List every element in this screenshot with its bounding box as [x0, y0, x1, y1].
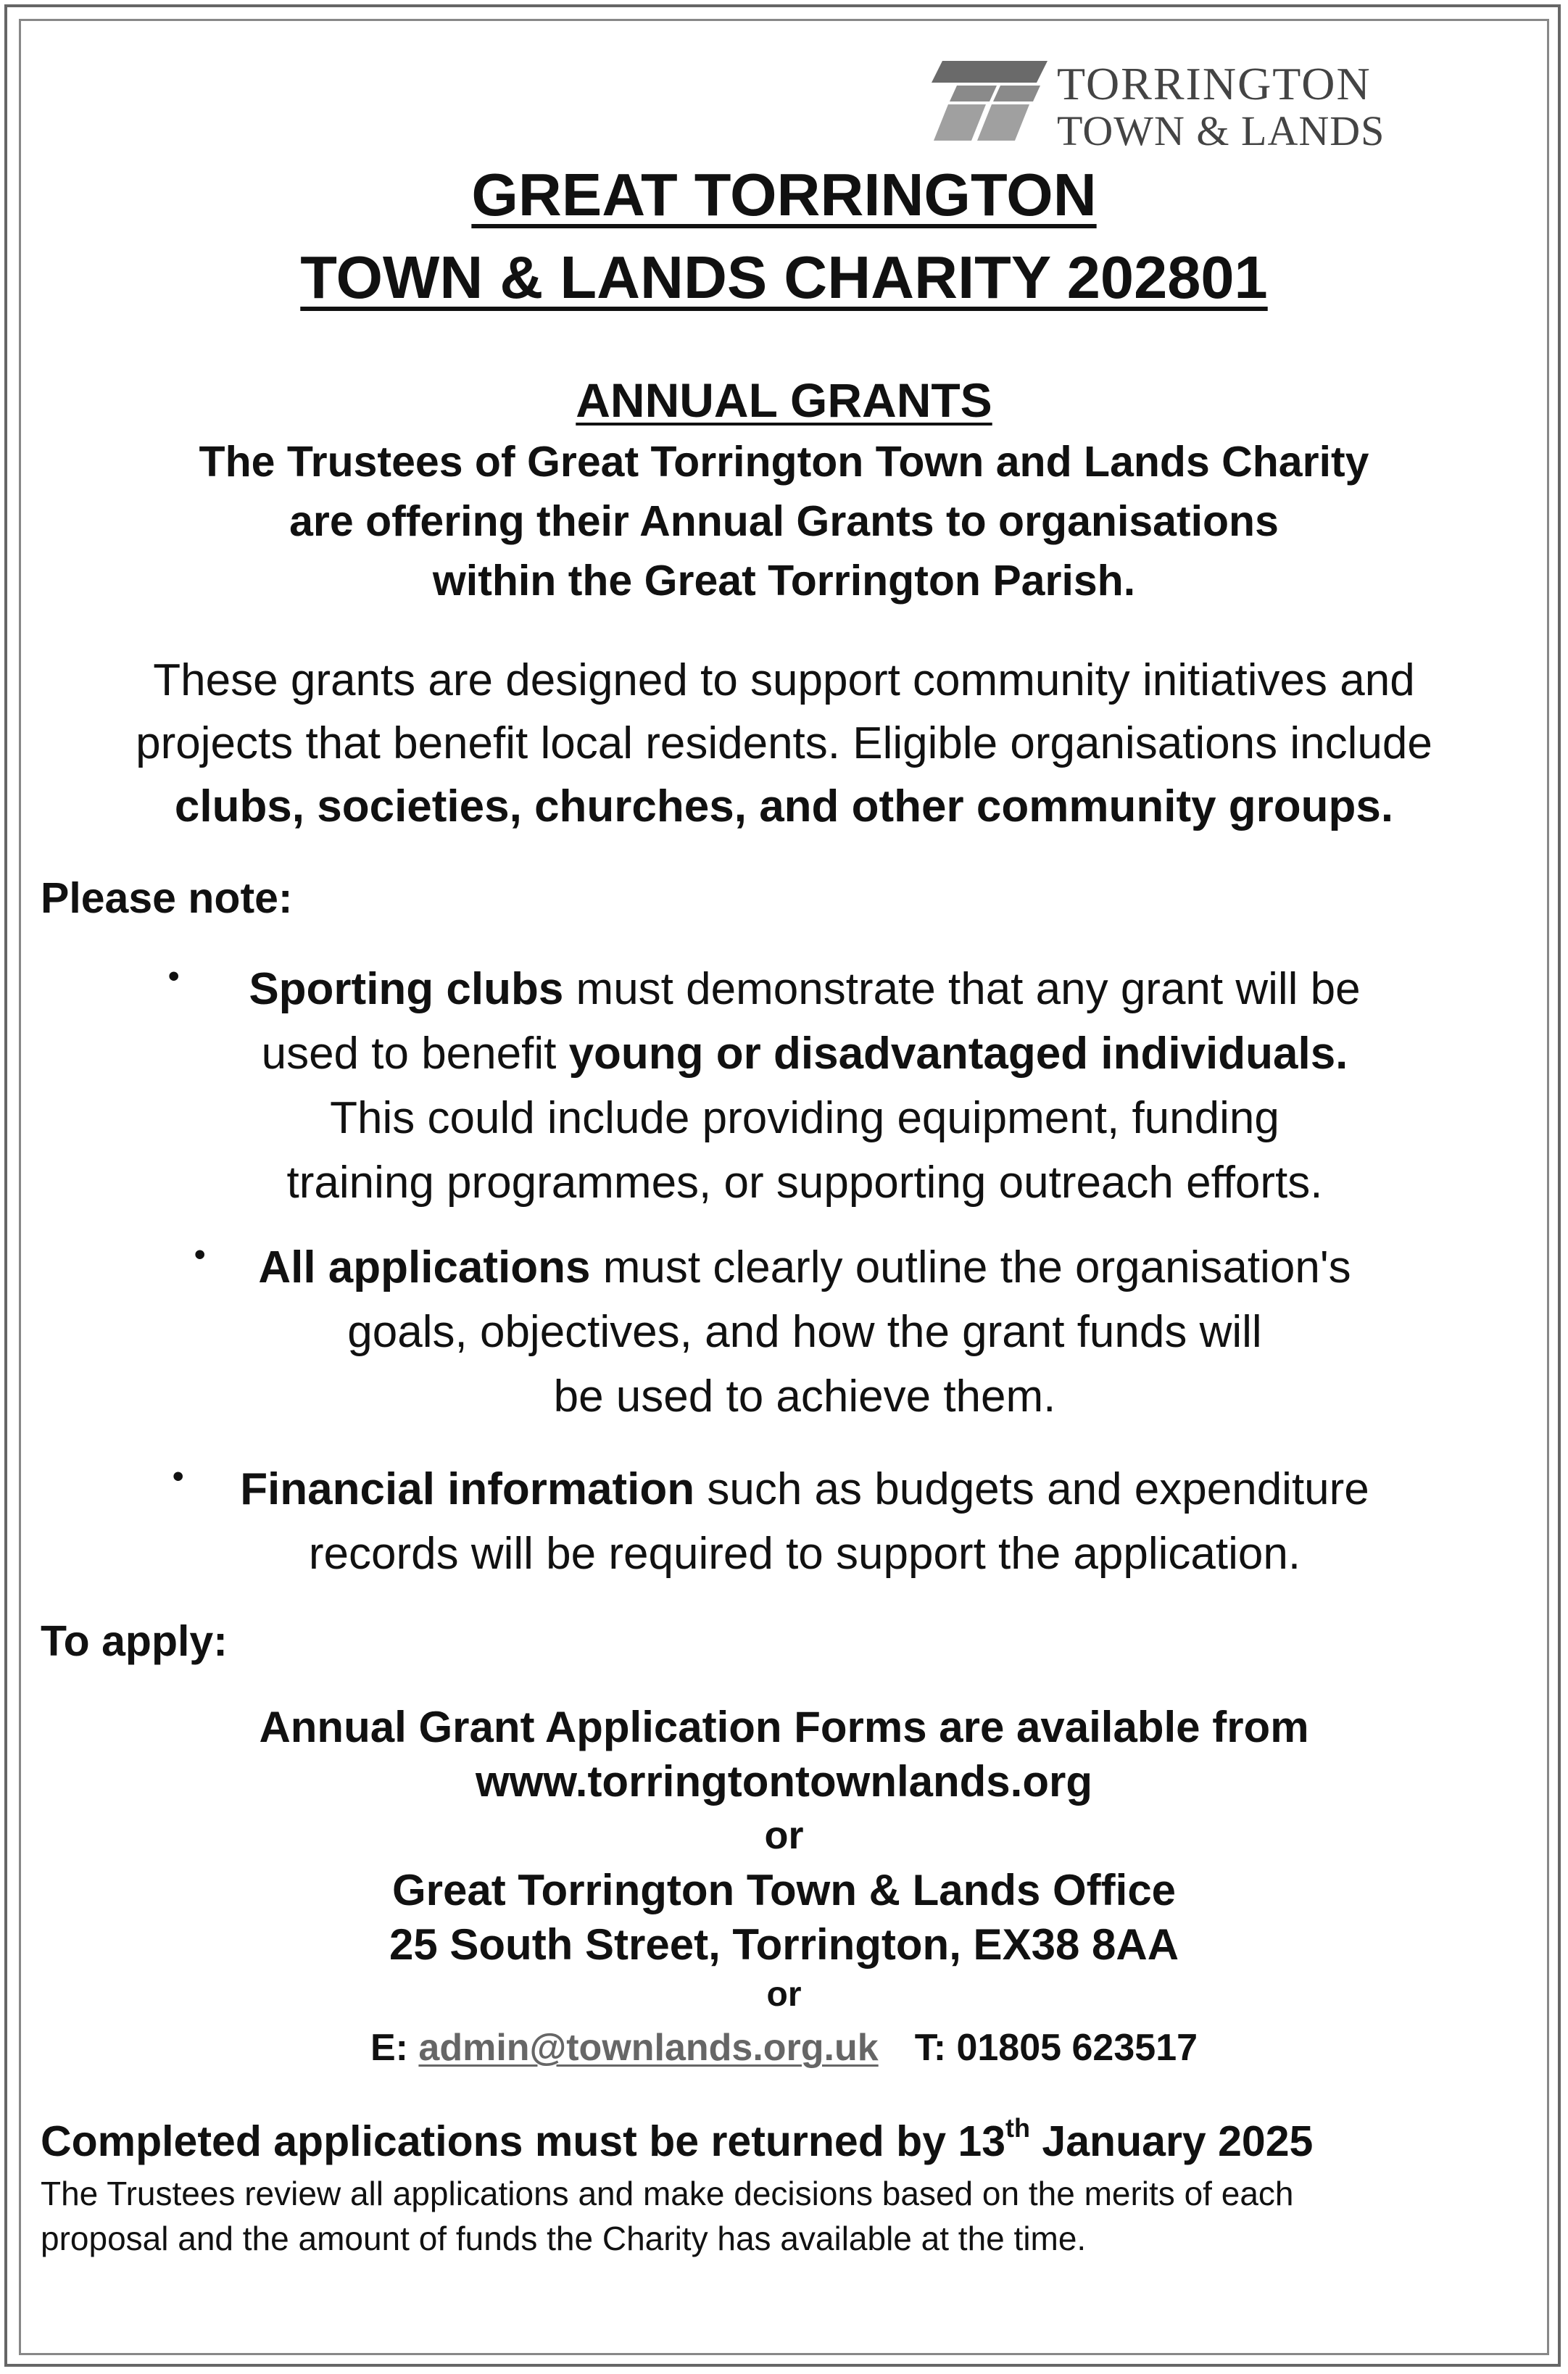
bullet-line: records will be required to support the application. [308, 1529, 1301, 1579]
intro-line-1: The Trustees of Great Torrington Town and Lands Charity [199, 438, 1369, 486]
bullet-text: must clearly outline the organisation's [590, 1242, 1351, 1292]
intro-line-3: within the Great Torrington Parish. [432, 557, 1136, 605]
footnote-line-2: proposal and the amount of funds the Charity has available at the time. [41, 2220, 1087, 2257]
section-heading: ANNUAL GRANTS [576, 373, 992, 427]
bullet-text: must demonstrate that any grant will be [563, 964, 1361, 1014]
bullet-icon: • [194, 1237, 206, 1272]
deadline-notice [41, 2113, 1314, 2166]
page-title [29, 154, 1539, 319]
apply-forms-line: Annual Grant Application Forms are available from [259, 1703, 1309, 1751]
deadline-date: January 2025 [1030, 2117, 1314, 2165]
website-link[interactable]: www.torringtontownlands.org [475, 1757, 1092, 1806]
bullet-icon: • [173, 1458, 184, 1494]
bullet-text: used to benefit [261, 1029, 569, 1079]
deadline-text: Completed applications must be returned by 13 [41, 2117, 1006, 2165]
phone-label: T: [914, 2027, 957, 2069]
note-bullet-sporting-clubs [152, 957, 1457, 1215]
or-separator: or [766, 1975, 802, 2014]
bullet-line [152, 1021, 1457, 1086]
description-line-1: These grants are designed to support community initiatives and [153, 655, 1415, 705]
phone-number: 01805 623517 [956, 2027, 1198, 2069]
bullet-line [152, 957, 1457, 1021]
bullet-line: be used to achieve them. [553, 1371, 1056, 1422]
bullet-lead: Financial information [240, 1464, 695, 1514]
apply-details [29, 1700, 1539, 2018]
email-link[interactable]: admin@townlands.org.uk [418, 2027, 879, 2069]
bullet-lead: Sporting clubs [249, 964, 564, 1014]
note-bullet-financial-information [152, 1457, 1457, 1586]
footnote [41, 2171, 1534, 2261]
description-paragraph [29, 649, 1539, 838]
intro-paragraph [29, 432, 1539, 610]
description-line-3: clubs, societies, churches, and other community groups. [174, 781, 1394, 831]
logo-title: TORRINGTON [1057, 58, 1372, 109]
office-name: Great Torrington Town & Lands Office [391, 1866, 1177, 1914]
note-bullet-all-applications [152, 1235, 1457, 1429]
bullet-icon: • [168, 958, 180, 994]
bullet-text: such as budgets and expenditure [694, 1464, 1369, 1514]
bullet-line: This could include providing equipment, funding [330, 1093, 1279, 1143]
title-line-1: GREAT TORRINGTON [471, 161, 1097, 228]
ordinal-suffix: th [1005, 2113, 1031, 2143]
to-apply-label: To apply: [41, 1617, 228, 1665]
please-note-label: Please note: [41, 874, 293, 922]
footnote-line-1: The Trustees review all applications and make decisions based on the merits of each [41, 2175, 1294, 2212]
bullet-line: training programmes, or supporting outreach efforts. [286, 1158, 1323, 1208]
intro-line-2: are offering their Annual Grants to organisations [289, 497, 1279, 545]
bullet-line [152, 1235, 1457, 1300]
contact-line [29, 2026, 1539, 2070]
office-address: 25 South Street, Torrington, EX38 8AA [389, 1920, 1179, 1969]
description-line-2: projects that benefit local residents. Eligible organisations include [136, 718, 1432, 768]
title-line-2: TOWN & LANDS CHARITY 202801 [300, 244, 1268, 311]
logo-subtitle: TOWN & LANDS [1057, 107, 1385, 154]
bullet-emphasis: young or disadvantaged individuals. [568, 1029, 1348, 1079]
bullet-lead: All applications [258, 1242, 591, 1292]
bullet-line [152, 1457, 1457, 1522]
or-separator: or [764, 1814, 804, 1857]
bullet-line: goals, objectives, and how the grant funds will [347, 1307, 1262, 1357]
email-label: E: [370, 2027, 419, 2069]
logo-mark-icon [928, 61, 1048, 141]
